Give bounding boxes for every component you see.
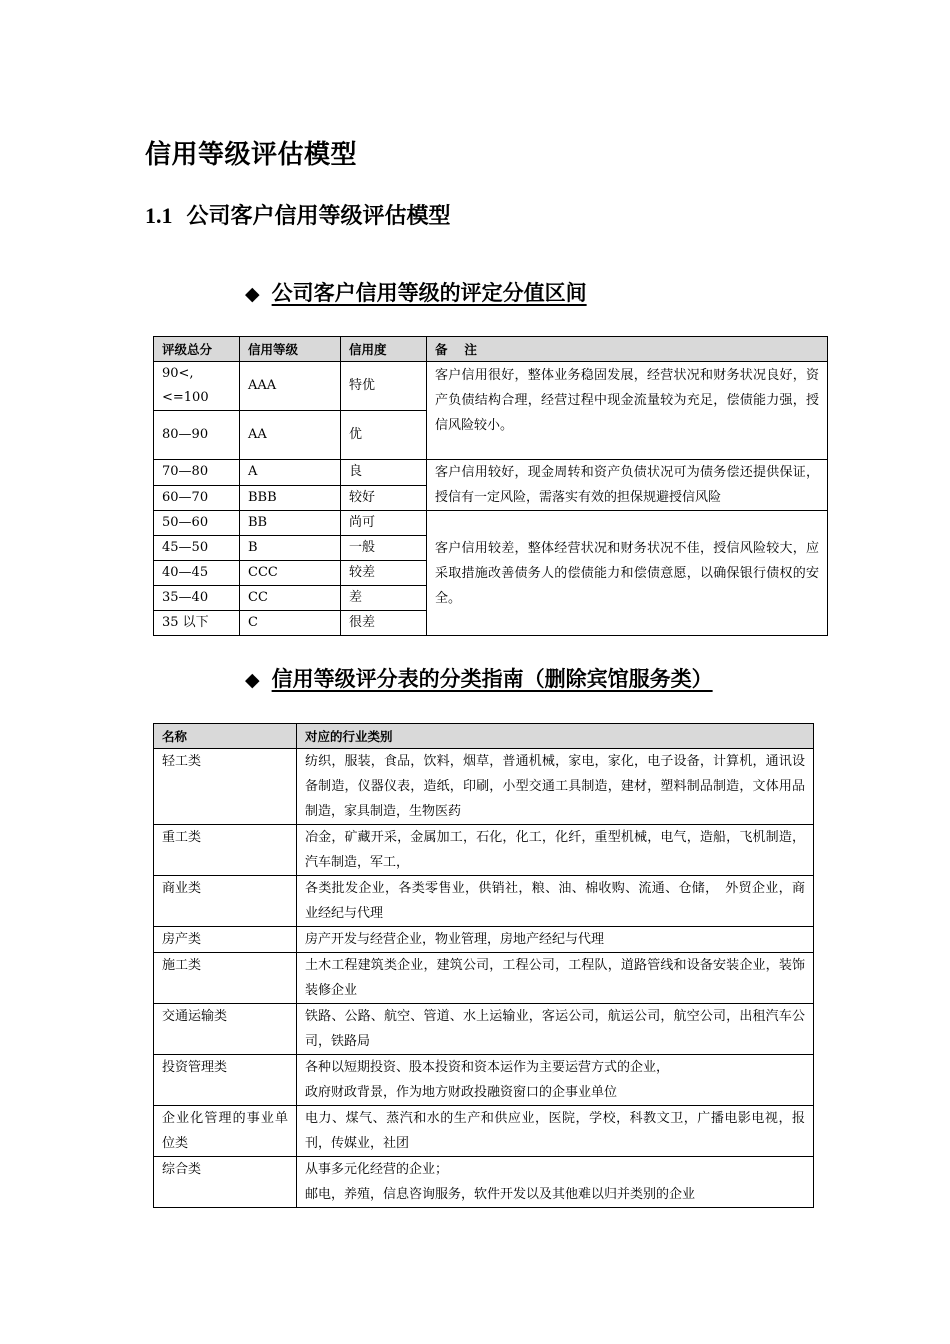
category-name-cell: 房产类	[154, 927, 297, 953]
subsection-title: 公司客户信用等级评估模型	[186, 204, 451, 229]
subsection-number: 1.1	[145, 203, 173, 228]
score-cell: 80—90	[154, 411, 240, 460]
table-header-row	[154, 724, 814, 749]
table-row	[154, 825, 814, 876]
grade-cell: AA	[240, 411, 341, 460]
subsection-heading	[145, 199, 451, 230]
table-row	[154, 876, 814, 927]
section-heading-score-ranges	[245, 277, 587, 307]
grade-cell: BBB	[240, 485, 341, 511]
category-name-cell: 轻工类	[154, 749, 297, 825]
grade-cell: AAA	[240, 362, 341, 411]
category-desc-line: 政府财政背景，作为地方财政投融资窗口的企事业单位	[305, 1085, 618, 1100]
category-name-cell: 投资管理类	[154, 1055, 297, 1106]
category-desc-cell: 各类批发企业，各类零售业，供销社，粮、油、棉收购、流通、仓储， 外贸企业，商业经纪与代理	[297, 876, 814, 927]
section-title: 信用等级评分表的分类指南（删除宾馆服务类）	[271, 667, 713, 691]
table-row	[154, 1004, 814, 1055]
score-cell: 50—60	[154, 511, 240, 536]
score-cell: 40—45	[154, 561, 240, 586]
grade-cell: CC	[240, 586, 341, 611]
table-row	[154, 362, 828, 411]
category-desc-line: 邮电，养殖，信息咨询服务，软件开发以及其他难以归并类别的企业	[305, 1187, 696, 1202]
category-name-cell: 综合类	[154, 1157, 297, 1208]
grade-cell: B	[240, 536, 341, 561]
category-desc-cell: 土木工程建筑类企业，建筑公司，工程公司，工程队，道路管线和设备安装企业，装饰装修企业	[297, 953, 814, 1004]
table-row	[154, 1055, 814, 1106]
diamond-bullet-icon: ◆	[245, 669, 260, 691]
table-row	[154, 927, 814, 953]
score-cell: 70—80	[154, 460, 240, 486]
score-cell: 60—70	[154, 485, 240, 511]
table-row	[154, 1157, 814, 1208]
grade-cell: CCC	[240, 561, 341, 586]
degree-cell: 较好	[341, 485, 427, 511]
col-header-remarks: 备 注	[427, 337, 828, 362]
table-row	[154, 460, 828, 486]
degree-cell: 良	[341, 460, 427, 486]
category-desc-cell	[297, 1055, 814, 1106]
category-desc-cell: 房产开发与经营企业，物业管理，房地产经纪与代理	[297, 927, 814, 953]
category-desc-cell: 铁路、公路、航空、管道、水上运输业，客运公司，航运公司，航空公司，出租汽车公司，铁路局	[297, 1004, 814, 1055]
score-cell: 90<,<=100	[154, 362, 240, 411]
category-name-cell: 重工类	[154, 825, 297, 876]
score-cell: 35—40	[154, 586, 240, 611]
degree-cell: 尚可	[341, 511, 427, 536]
grade-cell: A	[240, 460, 341, 486]
category-name-cell: 施工类	[154, 953, 297, 1004]
category-desc-line: 从事多元化经营的企业；	[305, 1162, 449, 1177]
category-desc-cell	[297, 1157, 814, 1208]
col-header-credit-degree: 信用度	[341, 337, 427, 362]
diamond-bullet-icon: ◆	[245, 283, 260, 305]
col-header-credit-grade: 信用等级	[240, 337, 341, 362]
degree-cell: 很差	[341, 611, 427, 636]
grade-cell: C	[240, 611, 341, 636]
table-row	[154, 511, 828, 536]
degree-cell: 特优	[341, 362, 427, 411]
category-desc-line: 各种以短期投资、股本投资和资本运作为主要运营方式的企业，	[305, 1060, 670, 1075]
col-header-industry: 对应的行业类别	[297, 724, 814, 749]
table-row	[154, 953, 814, 1004]
note-cell: 客户信用很好，整体业务稳固发展，经营状况和财务状况良好，资产负债结构合理，经营过程中现金流量较为充足，偿债能力强，授信风险较小。	[427, 362, 828, 460]
category-desc-cell: 电力、煤气、蒸汽和水的生产和供应业，医院，学校，科教文卫，广播电影电视，报刊，传媒业，社团	[297, 1106, 814, 1157]
page-title: 信用等级评估模型	[145, 140, 358, 170]
degree-cell: 差	[341, 586, 427, 611]
col-header-name: 名称	[154, 724, 297, 749]
score-cell: 35 以下	[154, 611, 240, 636]
credit-rating-table	[153, 336, 828, 636]
category-desc-cell: 冶金，矿藏开采，金属加工，石化，化工，化纤，重型机械，电气，造船，飞机制造，汽车制造，军工，	[297, 825, 814, 876]
category-name-cell: 商业类	[154, 876, 297, 927]
section-title: 公司客户信用等级的评定分值区间	[271, 281, 587, 305]
category-name-cell: 交通运输类	[154, 1004, 297, 1055]
degree-cell: 较差	[341, 561, 427, 586]
grade-cell: BB	[240, 511, 341, 536]
score-cell: 45—50	[154, 536, 240, 561]
note-cell: 客户信用较差，整体经营状况和财务状况不佳，授信风险较大，应采取措施改善债务人的偿债能力和偿债意愿，以确保银行债权的安全。	[427, 511, 828, 636]
industry-category-table	[153, 723, 814, 1208]
table-row	[154, 1106, 814, 1157]
table-row	[154, 749, 814, 825]
section-heading-category-guide	[245, 663, 713, 693]
degree-cell: 一般	[341, 536, 427, 561]
table-header-row	[154, 337, 828, 362]
col-header-total-score: 评级总分	[154, 337, 240, 362]
note-cell: 客户信用较好，现金周转和资产负债状况可为债务偿还提供保证，授信有一定风险，需落实有效的担保规避授信风险	[427, 460, 828, 511]
category-desc-cell: 纺织，服装，食品，饮料，烟草，普通机械，家电，家化，电子设备，计算机，通讯设备制造，仪器仪表，造纸，印刷，小型交通工具制造，建材，塑料制品制造，文体用品制造，家具制造，生物医药	[297, 749, 814, 825]
category-name-cell: 企业化管理的事业单位类	[154, 1106, 297, 1157]
degree-cell: 优	[341, 411, 427, 460]
